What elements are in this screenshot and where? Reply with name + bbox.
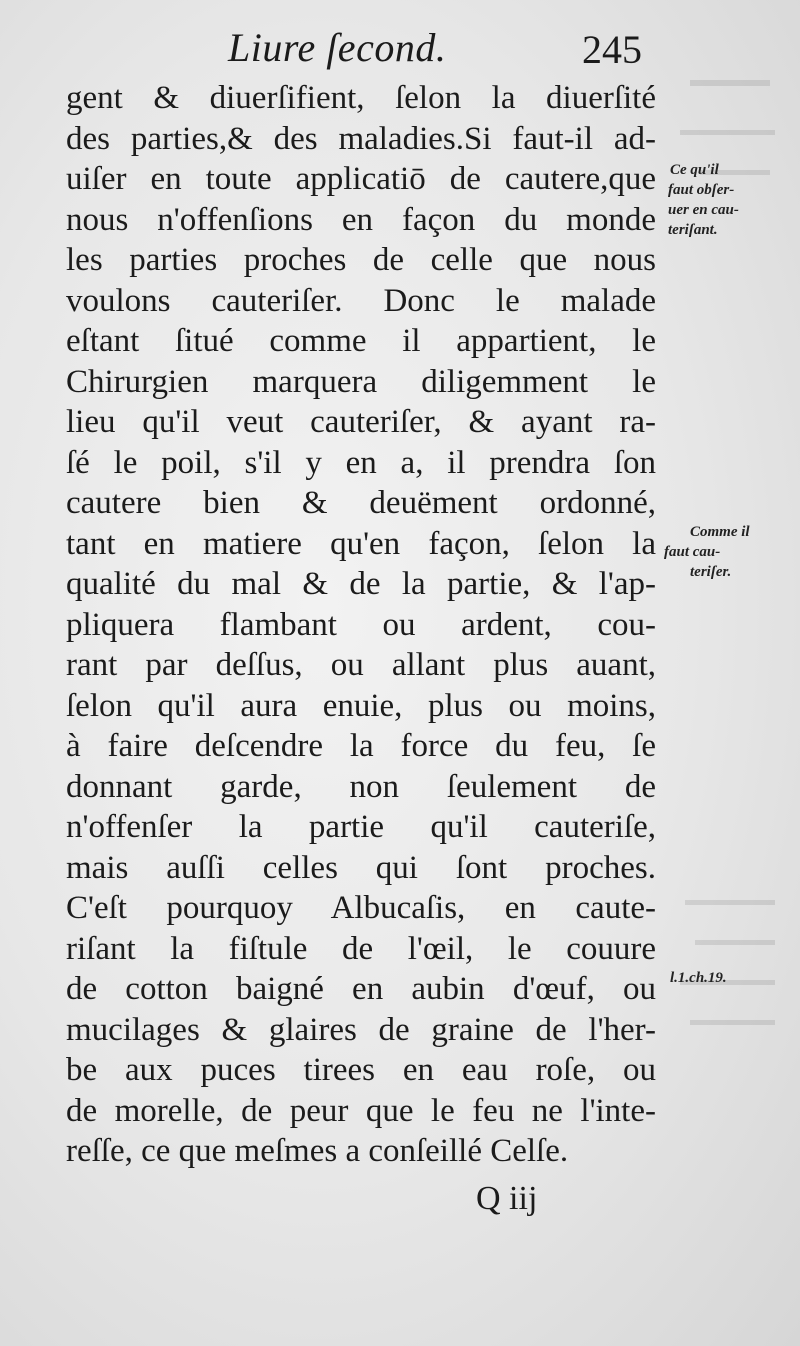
text-line: ſé le poil, s'il y en a, il prendra ſon bbox=[66, 444, 656, 481]
text-line: ſelon qu'il aura enuie, plus ou moins, bbox=[66, 687, 656, 724]
margin-note-reference bbox=[670, 968, 727, 988]
text-line: n'offenſer la partie qu'il cauteriſe, bbox=[66, 809, 656, 845]
text-line: nous n'offenſions en façon du monde bbox=[66, 201, 656, 238]
text-line: tant en matiere qu'en façon, ſelon la bbox=[66, 525, 656, 562]
body-text bbox=[66, 78, 656, 1172]
page-number: 245 bbox=[582, 27, 642, 72]
margin-note-line: faut obſer- bbox=[668, 182, 735, 198]
text-line: des parties,& des maladies.Si faut-il ad- bbox=[66, 120, 656, 157]
text-line: rant par deſſus, ou allant plus auant, bbox=[66, 647, 656, 683]
text-line: C'eſt pourquoy Albucaſis, en caute- bbox=[66, 890, 656, 926]
text-line: lieu qu'il veut cauteriſer, & ayant ra- bbox=[66, 404, 656, 440]
text-line: à faire deſcendre la force du feu, ſe bbox=[66, 728, 656, 764]
margin-note-line: teriſant. bbox=[668, 222, 718, 238]
text-line: voulons cauteriſer. Donc le malade bbox=[66, 282, 656, 319]
margin-note-line: Comme il bbox=[690, 524, 750, 540]
text-line: reſſe, ce que meſmes a conſeillé Celſe. bbox=[66, 1133, 569, 1169]
text-line: gent & diuerſifient, ſelon la diuerſité bbox=[66, 80, 656, 116]
text-line: Chirurgien marquera diligemment le bbox=[66, 363, 656, 400]
margin-note-line: teriſer. bbox=[690, 564, 732, 580]
text-line: mais auſſi celles qui ſont proches. bbox=[66, 849, 656, 886]
margin-note-line: Ce qu'il bbox=[670, 162, 719, 178]
text-line: qualité du mal & de la partie, & l'ap- bbox=[66, 566, 656, 602]
margin-note-line: uer en cau- bbox=[668, 202, 739, 218]
running-title: Liure ſecond. bbox=[228, 25, 447, 70]
bleed-through-texture bbox=[670, 60, 790, 1260]
text-line: de cotton baigné en aubin d'œuf, ou bbox=[66, 971, 656, 1007]
margin-note-line: faut cau- bbox=[664, 544, 721, 560]
catchword: Q iij bbox=[476, 1180, 538, 1217]
text-line: de morelle, de peur que le feu ne l'inte- bbox=[66, 1092, 656, 1129]
text-line: be aux puces tirees en eau roſe, ou bbox=[66, 1052, 656, 1088]
text-line: eſtant ſitué comme il appartient, le bbox=[66, 323, 656, 359]
text-line: uiſer en toute applicatiō de cautere,que bbox=[66, 161, 656, 197]
text-line: cautere bien & deuëment ordonné, bbox=[66, 485, 656, 521]
text-line: mucilages & glaires de graine de l'her- bbox=[66, 1011, 656, 1048]
text-line: pliquera flambant ou ardent, cou- bbox=[66, 606, 656, 643]
page-header bbox=[0, 24, 800, 84]
text-line: les parties proches de celle que nous bbox=[66, 242, 656, 278]
margin-note-line: l.1.ch.19. bbox=[670, 970, 727, 986]
text-line: riſant la fiſtule de l'œil, le couure bbox=[66, 930, 656, 967]
margin-note-observe bbox=[668, 160, 739, 240]
margin-note-how-to-cauterize bbox=[664, 522, 750, 582]
text-line: donnant garde, non ſeulement de bbox=[66, 768, 656, 805]
